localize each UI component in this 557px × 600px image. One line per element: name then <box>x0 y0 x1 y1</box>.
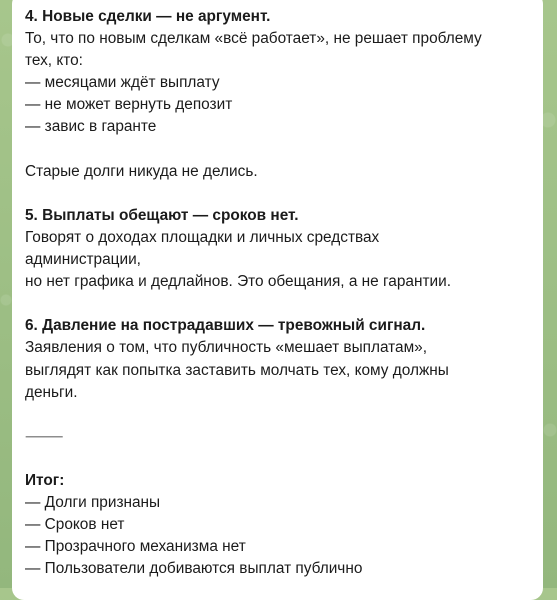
message-blank-line <box>25 448 529 470</box>
message-line-list-item: — Прозрачного механизма нет <box>25 538 246 556</box>
message-line-heading-6: 6. Давление на пострадавших — тревожный сигнал. <box>25 317 426 335</box>
message-divider: ⸻ <box>25 427 64 445</box>
message-blank-line <box>25 404 529 426</box>
message-blank-line <box>25 293 529 315</box>
message-line: выглядят как попытка заставить молчать тех, кому должны <box>25 361 449 379</box>
message-line: То, что по новым сделкам «всё работает», не решает проблему <box>25 30 482 48</box>
message-line: Заявления о том, что публичность «мешает выплатам», <box>25 339 428 357</box>
message-line: деньги. <box>25 383 78 401</box>
message-line-list-item: — не может вернуть депозит <box>25 96 233 114</box>
message-line-list-item: — завис в гаранте <box>25 118 157 136</box>
message-blank-line <box>25 183 529 205</box>
message-blank-line <box>25 139 529 161</box>
message-line: но нет графика и дедлайнов. Это обещания, а не гарантии. <box>25 273 451 291</box>
message-line-heading-4: 4. Новые сделки — не аргумент. <box>25 8 271 25</box>
message-line: Старые долги никуда не делись. <box>25 162 258 180</box>
message-line: администрации, <box>25 251 141 269</box>
message-line-list-item: — месяцами ждёт выплату <box>25 74 220 92</box>
message-line-list-item: — Долги признаны <box>25 494 161 512</box>
message-line-summary-heading: Итог: <box>25 471 65 489</box>
message-line: тех, кто: <box>25 52 83 70</box>
message-line-heading-5: 5. Выплаты обещают — сроков нет. <box>25 206 299 224</box>
message-line-list-item: — Сроков нет <box>25 516 125 534</box>
message-bubble[interactable] <box>12 0 543 600</box>
message-line: Говорят о доходах площадки и личных средствах <box>25 228 380 246</box>
message-line-list-item: — Пользователи добиваются выплат публично <box>25 560 363 578</box>
